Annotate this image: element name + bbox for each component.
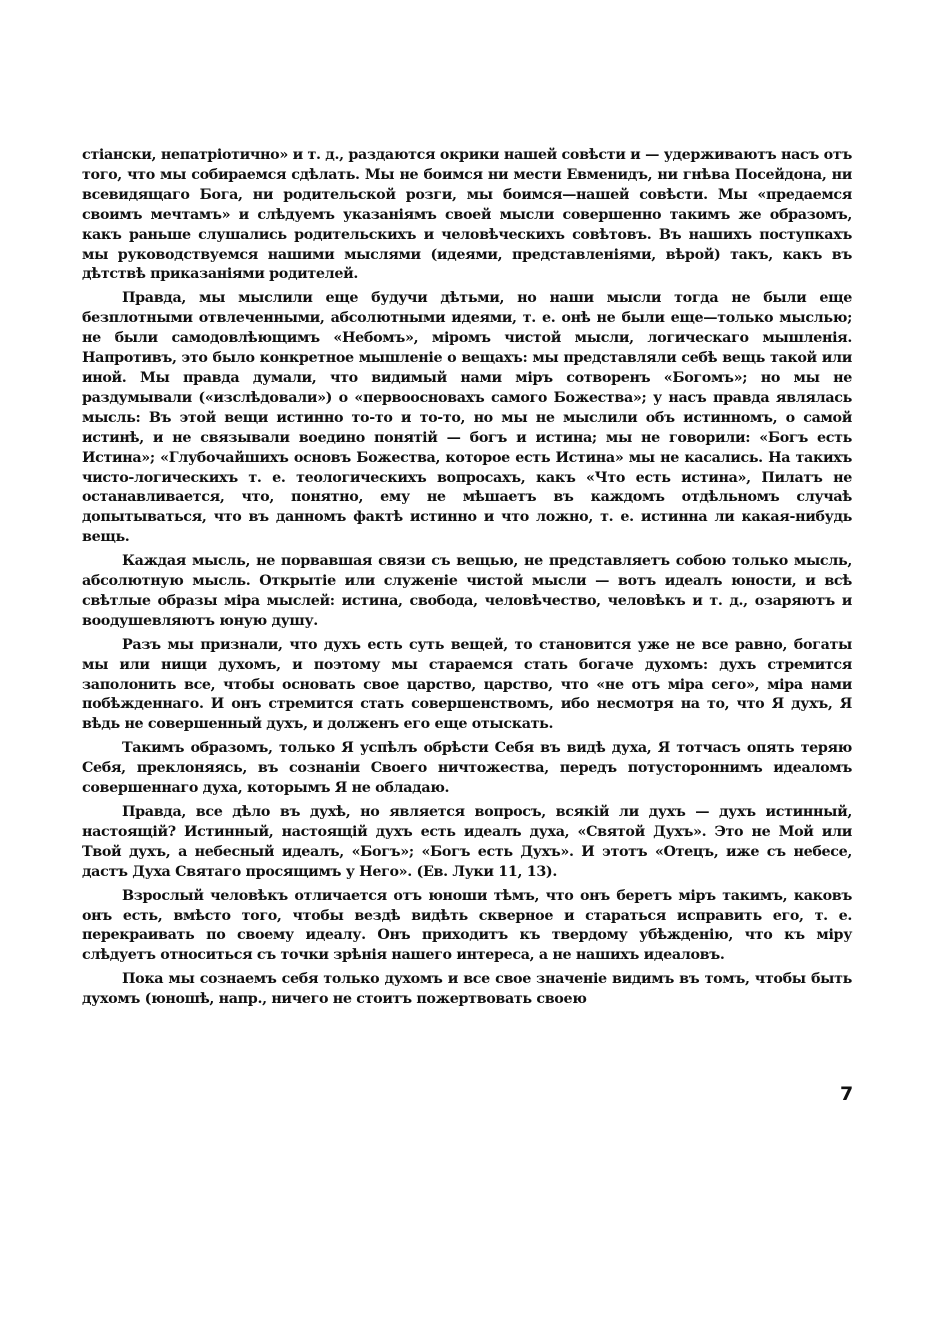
paragraph-5: Такимъ образомъ, только Я успѣлъ обрѣсти Себя въ видѣ духа, Я тотчасъ опять теряю Себя, преклоняясь, въ сознаніи Своего ничтожества, передъ потустороннимъ идеаломъ совершеннаго духа, которымъ Я не обладаю. (82, 740, 852, 797)
paragraph-7: Взрослый человѣкъ отличается отъ юноши тѣмъ, что онъ беретъ міръ такимъ, каковъ онъ есть, вмѣсто того, чтобы вездѣ видѣть скверное и стараться исправить его, т. е. перекраивать по своему идеалу. Онъ приходитъ къ твердому убѣжденію, что къ міру слѣдуетъ относиться съ точки зрѣнія нашего интереса, а не нашихъ идеаловъ. (82, 887, 852, 964)
paragraph-6: Правда, все дѣло въ духѣ, но является вопросъ, всякій ли духъ — духъ истинный, настоящій? Истинный, настоящій духъ есть идеалъ духа, «Святой Духъ». Это не Мой или Твой духъ, а небесный идеалъ, «Богъ»; «Богъ есть Духъ». И этотъ «Отецъ, иже съ небесе, дастъ Духа Святаго просящимъ у Него». (Ев. Луки 11, 13). (82, 804, 852, 880)
paragraph-3: Каждая мысль, не порвавшая связи съ вещью, не представляетъ собою только мысль, абсолютную мысль. Открытіе или служеніе чистой мысли — вотъ идеалъ юности, и всѣ свѣтлые образы міра мыслей: истина, свобода, человѣчество, человѣкъ и т. д., озаряютъ и воодушевляютъ юную душу. (82, 553, 852, 629)
paragraph-1: стіански, непатріотично» и т. д., раздаются окрики нашей совѣсти и — удерживаютъ насъ отъ того, что мы собираемся сдѣлать. Мы не боимся ни мести Евменидъ, ни гнѣва Посейдона, ни всевидящаго Бога, ни родительской розги, мы боимся—нашей совѣсти. Мы «предаемся своимъ мечтамъ» и слѣдуемъ указаніямъ своей мысли совершенно такимъ же образомъ, какъ раньше слушались родительскихъ и человѣческихъ совѣтовъ. Въ нашихъ поступкахъ мы руководствуемся нашими мыслями (идеями, представленіями, вѣрой) такъ, какъ въ дѣтствѣ приказаніями родителей. (82, 147, 852, 283)
page-number: 7 (840, 1083, 854, 1105)
page-text (82, 146, 852, 1010)
paragraph-4: Разъ мы признали, что духъ есть суть вещей, то становится уже не все равно, богаты мы или нищи духомъ, и поэтому мы стараемся стать богаче духомъ: духъ стремится заполонить все, чтобы основать свое царство, царство, что «не отъ міра сего», міра нами побѣжденнаго. И онъ стремится стать совершенствомъ, ибо несмотря на то, что Я духъ, Я вѣдь не совершенный духъ, и долженъ его еще отыскать. (82, 636, 852, 733)
paragraph-8: Пока мы сознаемъ себя только духомъ и все свое значеніе видимъ въ томъ, чтобы быть духомъ (юношѣ, напр., ничего не стоитъ пожертвовать своею (82, 971, 852, 1008)
paragraph-2: Правда, мы мыслили еще будучи дѣтьми, но наши мысли тогда не были еще безплотными отвлеченными, абсолютными идеями, т. е. онѣ не были еще—только мыслью; не были самодовлѣющимъ «Небомъ», міромъ чистой мысли, логическаго мышленія. Напротивъ, это было конкретное мышленіе о вещахъ: мы представляли себѣ вещь такой или иной. Мы правда думали, что видимый нами міръ сотворенъ «Богомъ»; но мы не раздумывали («изслѣдовали») о «первоосновахъ самого Божества»; у насъ правда являлась мысль: Въ этой вещи истинно то-то и то-то, но мы не мыслили объ истинномъ, о самой истинѣ, и не связывали воедино понятій — богъ и истина; мы не говорили: «Богъ есть Истина»; «Глубочайшихъ основъ Божества, которое есть Истина» мы не касались. На такихъ чисто-логическихъ т. е. теологическихъ вопросахъ, какъ «Что есть истина», Пилатъ не останавливается, что, понятно, ему не мѣшаетъ въ каждомъ отдѣльномъ случаѣ допытываться, что въ данномъ фактѣ истинно и что ложно, т. е. истинна ли какая-нибудь вещь. (82, 290, 852, 546)
